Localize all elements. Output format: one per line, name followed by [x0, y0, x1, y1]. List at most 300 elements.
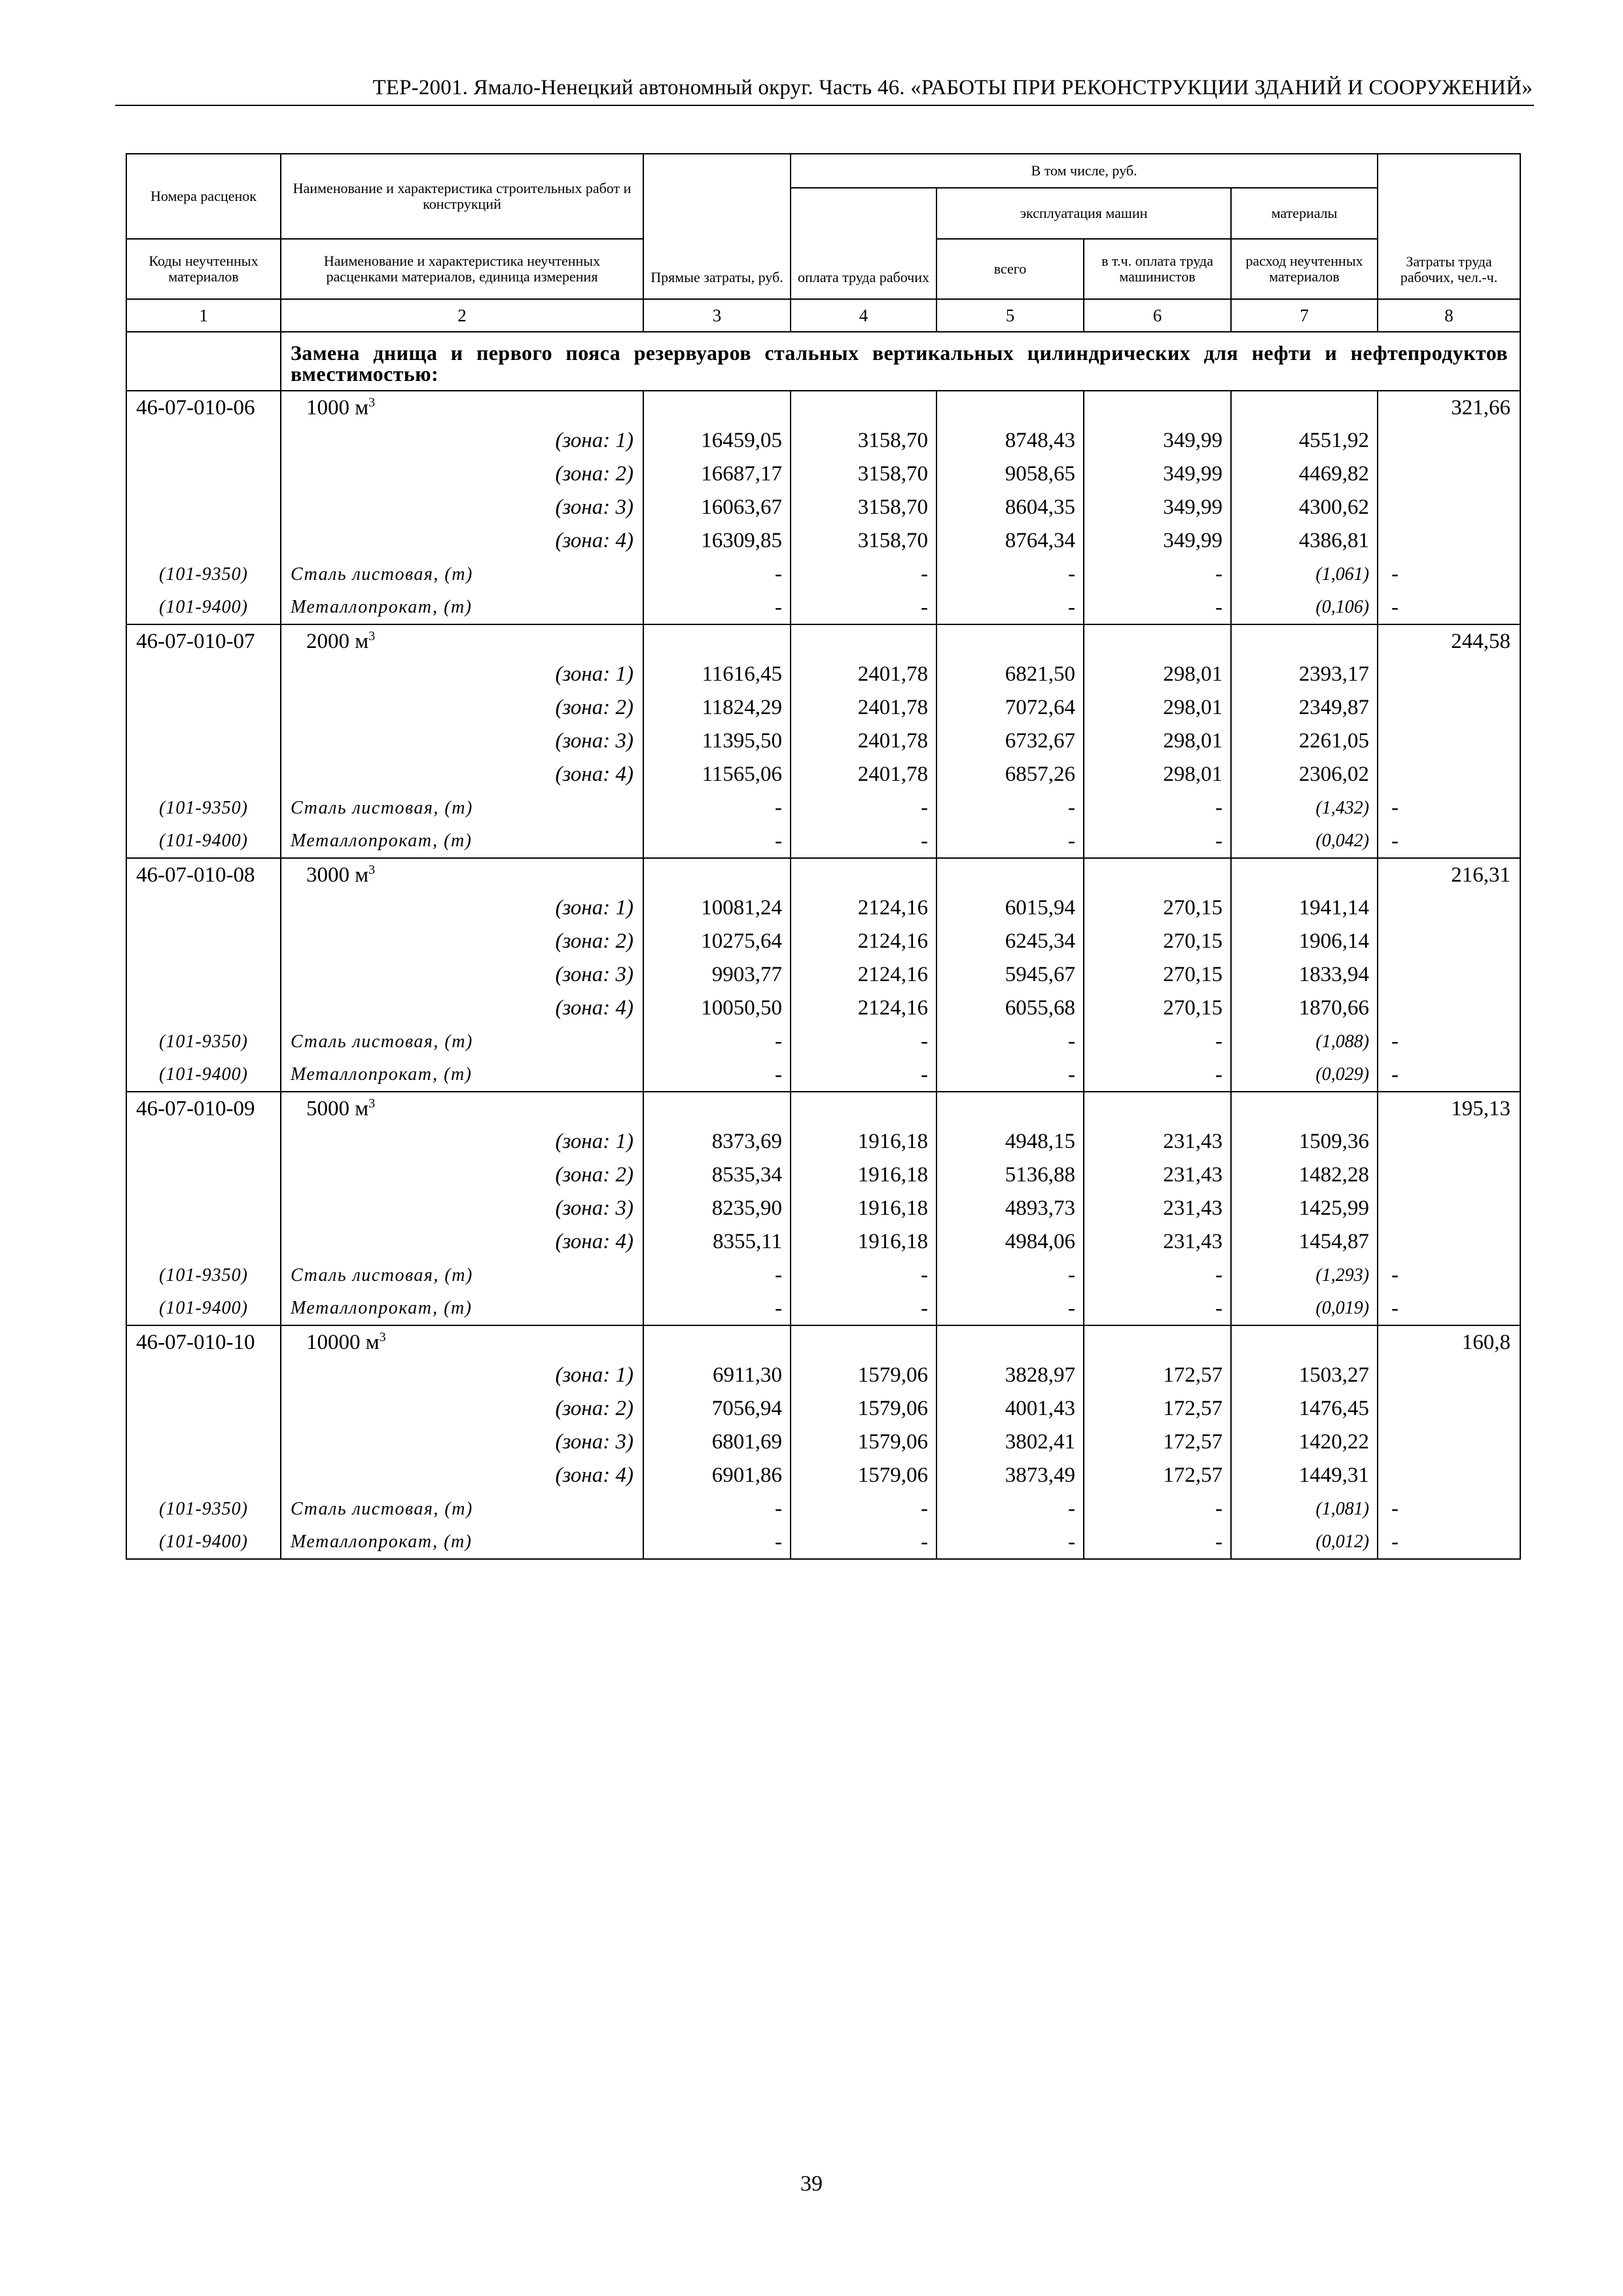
- dash-cell: -: [1378, 1025, 1520, 1058]
- rate-code: 46-07-010-07: [126, 624, 281, 658]
- worker-pay: 3158,70: [791, 457, 936, 491]
- dash-cell: -: [1084, 1058, 1231, 1092]
- empty-cell: [126, 1125, 281, 1158]
- empty-cell: [643, 1325, 791, 1359]
- empty-cell: [126, 691, 281, 725]
- worker-pay: 3158,70: [791, 424, 936, 457]
- direct-costs: 10275,64: [643, 925, 791, 958]
- material-consumption: (1,061): [1231, 558, 1378, 591]
- zone-label: (зона: 2): [281, 457, 643, 491]
- column-number: 8: [1378, 299, 1520, 332]
- material-code: (101-9350): [126, 558, 281, 591]
- header-operator-pay: в т.ч. оплата труда машинистов: [1084, 239, 1231, 299]
- dash-cell: -: [791, 1058, 936, 1092]
- material-consumption: (0,042): [1231, 825, 1378, 858]
- worker-pay: 2124,16: [791, 925, 936, 958]
- rate-row: [126, 1092, 1520, 1125]
- direct-costs: 6901,86: [643, 1459, 791, 1492]
- machines-total: 6055,68: [936, 992, 1084, 1025]
- machines-total: 6821,50: [936, 658, 1084, 691]
- empty-cell: [791, 858, 936, 891]
- machines-total: 8604,35: [936, 491, 1084, 524]
- dash-cell: -: [1084, 591, 1231, 624]
- direct-costs: 6911,30: [643, 1359, 791, 1392]
- dash-cell: -: [791, 1492, 936, 1526]
- operator-pay: 349,99: [1084, 424, 1231, 457]
- empty-cell: [936, 624, 1084, 658]
- zone-row: [126, 424, 1520, 457]
- material-row: [126, 791, 1520, 825]
- dash-cell: -: [936, 1292, 1084, 1325]
- material-consumption: (1,293): [1231, 1259, 1378, 1292]
- machines-total: 4001,43: [936, 1392, 1084, 1426]
- materials-cost: 1503,27: [1231, 1359, 1378, 1392]
- material-consumption: (1,088): [1231, 1025, 1378, 1058]
- machines-total: 4893,73: [936, 1192, 1084, 1225]
- worker-pay: 1916,18: [791, 1225, 936, 1259]
- dash-cell: -: [936, 591, 1084, 624]
- direct-costs: 6801,69: [643, 1426, 791, 1459]
- labor-costs: 160,8: [1378, 1325, 1520, 1359]
- direct-costs: 9903,77: [643, 958, 791, 992]
- zone-row: [126, 891, 1520, 925]
- empty-cell: [126, 524, 281, 558]
- table-head: [126, 154, 1520, 332]
- empty-cell: [791, 1325, 936, 1359]
- dash-cell: -: [936, 558, 1084, 591]
- machines-total: 9058,65: [936, 457, 1084, 491]
- empty-cell: [1378, 691, 1520, 725]
- dash-cell: -: [1378, 591, 1520, 624]
- machines-total: 8764,34: [936, 524, 1084, 558]
- materials-cost: 2261,05: [1231, 725, 1378, 758]
- dash-cell: -: [936, 1058, 1084, 1092]
- empty-cell: [1378, 1192, 1520, 1225]
- header-material-consumption: расход неучтенных материалов: [1231, 239, 1378, 299]
- zone-label: (зона: 1): [281, 658, 643, 691]
- direct-costs: 8535,34: [643, 1158, 791, 1192]
- direct-costs: 11824,29: [643, 691, 791, 725]
- material-code: (101-9350): [126, 1492, 281, 1526]
- worker-pay: 1579,06: [791, 1426, 936, 1459]
- operator-pay: 172,57: [1084, 1426, 1231, 1459]
- empty-cell: [1378, 457, 1520, 491]
- operator-pay: 298,01: [1084, 658, 1231, 691]
- material-code: (101-9400): [126, 1526, 281, 1559]
- material-name: Сталь листовая, (т): [281, 791, 643, 825]
- header-worker-pay: оплата труда рабочих: [791, 188, 936, 299]
- material-code: (101-9400): [126, 591, 281, 624]
- material-row: [126, 558, 1520, 591]
- empty-cell: [1084, 1325, 1231, 1359]
- rate-row: [126, 858, 1520, 891]
- dash-cell: -: [643, 558, 791, 591]
- dash-cell: -: [1378, 558, 1520, 591]
- dash-cell: -: [1378, 1259, 1520, 1292]
- machines-total: 5945,67: [936, 958, 1084, 992]
- empty-cell: [126, 1192, 281, 1225]
- zone-label: (зона: 2): [281, 925, 643, 958]
- direct-costs: 8355,11: [643, 1225, 791, 1259]
- volume-value: 3000: [306, 863, 349, 887]
- empty-cell: [1378, 958, 1520, 992]
- operator-pay: 298,01: [1084, 725, 1231, 758]
- empty-cell: [1231, 391, 1378, 424]
- material-row: [126, 591, 1520, 624]
- empty-cell: [126, 1225, 281, 1259]
- rate-row: [126, 391, 1520, 424]
- empty-cell: [1378, 1225, 1520, 1259]
- direct-costs: 10050,50: [643, 992, 791, 1025]
- machines-total: 4948,15: [936, 1125, 1084, 1158]
- dash-cell: -: [1084, 1492, 1231, 1526]
- rate-volume: [281, 624, 643, 658]
- materials-cost: 1941,14: [1231, 891, 1378, 925]
- dash-cell: -: [1378, 825, 1520, 858]
- empty-cell: [1378, 1392, 1520, 1426]
- materials-cost: 2349,87: [1231, 691, 1378, 725]
- zone-label: (зона: 3): [281, 958, 643, 992]
- materials-cost: 4469,82: [1231, 457, 1378, 491]
- material-code: (101-9400): [126, 1058, 281, 1092]
- rate-row: [126, 1325, 1520, 1359]
- materials-cost: 1449,31: [1231, 1459, 1378, 1492]
- worker-pay: 1916,18: [791, 1192, 936, 1225]
- worker-pay: 2124,16: [791, 891, 936, 925]
- dash-cell: -: [936, 791, 1084, 825]
- zone-row: [126, 925, 1520, 958]
- empty-cell: [126, 658, 281, 691]
- header-material-codes: Коды неучтенных материалов: [126, 239, 281, 299]
- dash-cell: -: [791, 791, 936, 825]
- direct-costs: 7056,94: [643, 1392, 791, 1426]
- empty-cell: [936, 391, 1084, 424]
- volume-unit: м: [355, 395, 369, 420]
- empty-cell: [1231, 858, 1378, 891]
- zone-row: [126, 658, 1520, 691]
- worker-pay: 2401,78: [791, 658, 936, 691]
- rates-table: [126, 153, 1521, 1560]
- operator-pay: 298,01: [1084, 691, 1231, 725]
- zone-row: [126, 1392, 1520, 1426]
- direct-costs: 8373,69: [643, 1125, 791, 1158]
- dash-cell: -: [643, 1492, 791, 1526]
- zone-row: [126, 992, 1520, 1025]
- zone-label: (зона: 3): [281, 725, 643, 758]
- section-empty-cell: [126, 332, 281, 391]
- zone-label: (зона: 4): [281, 524, 643, 558]
- column-number: 7: [1231, 299, 1378, 332]
- material-name: Металлопрокат, (т): [281, 1292, 643, 1325]
- volume-unit: м: [355, 1096, 369, 1121]
- dash-cell: -: [1378, 1492, 1520, 1526]
- material-code: (101-9350): [126, 1025, 281, 1058]
- material-code: (101-9400): [126, 825, 281, 858]
- rate-row: [126, 624, 1520, 658]
- header-material-name: Наименование и характеристика неучтенных расценками материалов, единица измерения: [281, 239, 643, 299]
- material-name: Сталь листовая, (т): [281, 1259, 643, 1292]
- volume-unit-exponent: 3: [368, 1096, 376, 1111]
- empty-cell: [791, 1092, 936, 1125]
- direct-costs: 16687,17: [643, 457, 791, 491]
- material-name: Металлопрокат, (т): [281, 1526, 643, 1559]
- dash-cell: -: [791, 1526, 936, 1559]
- empty-cell: [936, 1092, 1084, 1125]
- material-name: Металлопрокат, (т): [281, 825, 643, 858]
- machines-total: 6015,94: [936, 891, 1084, 925]
- zone-label: (зона: 1): [281, 1359, 643, 1392]
- empty-cell: [1084, 1092, 1231, 1125]
- zone-row: [126, 1158, 1520, 1192]
- empty-cell: [126, 1359, 281, 1392]
- dash-cell: -: [1084, 1025, 1231, 1058]
- zone-row: [126, 491, 1520, 524]
- operator-pay: 298,01: [1084, 758, 1231, 791]
- zone-row: [126, 1192, 1520, 1225]
- volume-unit-exponent: 3: [368, 628, 376, 643]
- operator-pay: 349,99: [1084, 457, 1231, 491]
- empty-cell: [126, 958, 281, 992]
- empty-cell: [126, 925, 281, 958]
- material-consumption: (0,029): [1231, 1058, 1378, 1092]
- material-consumption: (1,432): [1231, 791, 1378, 825]
- volume-unit-exponent: 3: [368, 395, 376, 410]
- zone-label: (зона: 2): [281, 1392, 643, 1426]
- zone-label: (зона: 1): [281, 1125, 643, 1158]
- materials-cost: 1454,87: [1231, 1225, 1378, 1259]
- empty-cell: [126, 1158, 281, 1192]
- empty-cell: [1378, 992, 1520, 1025]
- materials-cost: 2306,02: [1231, 758, 1378, 791]
- dash-cell: -: [1084, 1292, 1231, 1325]
- dash-cell: -: [643, 1025, 791, 1058]
- labor-costs: 195,13: [1378, 1092, 1520, 1125]
- rate-code: 46-07-010-08: [126, 858, 281, 891]
- direct-costs: 16309,85: [643, 524, 791, 558]
- volume-value: 2000: [306, 629, 349, 653]
- worker-pay: 2124,16: [791, 992, 936, 1025]
- empty-cell: [1378, 424, 1520, 457]
- section-title: Замена днища и первого пояса резервуаров стальных вертикальных цилиндрических для нефти и нефтепродуктов вместимостью:: [281, 332, 1520, 391]
- operator-pay: 231,43: [1084, 1125, 1231, 1158]
- dash-cell: -: [791, 825, 936, 858]
- empty-cell: [126, 1392, 281, 1426]
- material-row: [126, 1292, 1520, 1325]
- machines-total: 6857,26: [936, 758, 1084, 791]
- labor-costs: 216,31: [1378, 858, 1520, 891]
- material-row: [126, 825, 1520, 858]
- operator-pay: 172,57: [1084, 1459, 1231, 1492]
- material-consumption: (0,012): [1231, 1526, 1378, 1559]
- operator-pay: 349,99: [1084, 524, 1231, 558]
- materials-cost: 1870,66: [1231, 992, 1378, 1025]
- material-row: [126, 1526, 1520, 1559]
- direct-costs: 8235,90: [643, 1192, 791, 1225]
- zone-row: [126, 958, 1520, 992]
- empty-cell: [1084, 391, 1231, 424]
- machines-total: 3828,97: [936, 1359, 1084, 1392]
- materials-cost: 1509,36: [1231, 1125, 1378, 1158]
- empty-cell: [1378, 1158, 1520, 1192]
- dash-cell: -: [1084, 825, 1231, 858]
- zone-label: (зона: 4): [281, 1459, 643, 1492]
- empty-cell: [1378, 524, 1520, 558]
- operator-pay: 270,15: [1084, 925, 1231, 958]
- worker-pay: 2401,78: [791, 691, 936, 725]
- zone-row: [126, 524, 1520, 558]
- labor-costs: 244,58: [1378, 624, 1520, 658]
- volume-unit: м: [365, 1330, 380, 1354]
- material-row: [126, 1492, 1520, 1526]
- empty-cell: [1231, 1092, 1378, 1125]
- rate-code: 46-07-010-09: [126, 1092, 281, 1125]
- header-labor-costs: Затраты труда рабочих, чел.-ч.: [1378, 154, 1520, 299]
- worker-pay: 2401,78: [791, 758, 936, 791]
- dash-cell: -: [936, 825, 1084, 858]
- material-name: Металлопрокат, (т): [281, 591, 643, 624]
- empty-cell: [126, 491, 281, 524]
- worker-pay: 1579,06: [791, 1359, 936, 1392]
- dash-cell: -: [791, 1025, 936, 1058]
- dash-cell: -: [1084, 558, 1231, 591]
- operator-pay: 349,99: [1084, 491, 1231, 524]
- dash-cell: -: [936, 1259, 1084, 1292]
- header-materials: материалы: [1231, 188, 1378, 239]
- dash-cell: -: [936, 1492, 1084, 1526]
- dash-cell: -: [643, 1259, 791, 1292]
- dash-cell: -: [791, 558, 936, 591]
- materials-cost: 1906,14: [1231, 925, 1378, 958]
- worker-pay: 1916,18: [791, 1158, 936, 1192]
- header-in-total: В том числе, руб.: [791, 154, 1378, 188]
- material-row: [126, 1058, 1520, 1092]
- empty-cell: [1378, 1459, 1520, 1492]
- empty-cell: [126, 457, 281, 491]
- volume-unit: м: [355, 629, 369, 653]
- empty-cell: [643, 391, 791, 424]
- operator-pay: 231,43: [1084, 1192, 1231, 1225]
- empty-cell: [126, 758, 281, 791]
- column-number: 4: [791, 299, 936, 332]
- dash-cell: -: [1378, 1058, 1520, 1092]
- header-machines-total: всего: [936, 239, 1084, 299]
- zone-row: [126, 1125, 1520, 1158]
- empty-cell: [126, 1459, 281, 1492]
- column-number: 5: [936, 299, 1084, 332]
- empty-cell: [1378, 925, 1520, 958]
- empty-cell: [1378, 658, 1520, 691]
- empty-cell: [1231, 624, 1378, 658]
- rate-volume: [281, 1325, 643, 1359]
- dash-cell: -: [643, 1058, 791, 1092]
- operator-pay: 231,43: [1084, 1225, 1231, 1259]
- dash-cell: -: [1378, 1526, 1520, 1559]
- materials-cost: 2393,17: [1231, 658, 1378, 691]
- empty-cell: [1378, 491, 1520, 524]
- material-name: Сталь листовая, (т): [281, 1492, 643, 1526]
- machines-total: 3802,41: [936, 1426, 1084, 1459]
- zone-label: (зона: 2): [281, 1158, 643, 1192]
- direct-costs: 11395,50: [643, 725, 791, 758]
- dash-cell: -: [1084, 1259, 1231, 1292]
- empty-cell: [126, 1426, 281, 1459]
- zone-row: [126, 691, 1520, 725]
- material-name: Металлопрокат, (т): [281, 1058, 643, 1092]
- material-consumption: (0,019): [1231, 1292, 1378, 1325]
- operator-pay: 172,57: [1084, 1359, 1231, 1392]
- material-name: Сталь листовая, (т): [281, 558, 643, 591]
- dash-cell: -: [791, 1259, 936, 1292]
- rate-volume: [281, 858, 643, 891]
- direct-costs: 16459,05: [643, 424, 791, 457]
- direct-costs: 11616,45: [643, 658, 791, 691]
- zone-label: (зона: 3): [281, 491, 643, 524]
- zone-label: (зона: 3): [281, 1426, 643, 1459]
- empty-cell: [1378, 1426, 1520, 1459]
- zone-row: [126, 758, 1520, 791]
- empty-cell: [643, 858, 791, 891]
- material-row: [126, 1025, 1520, 1058]
- zone-label: (зона: 1): [281, 424, 643, 457]
- empty-cell: [1378, 1359, 1520, 1392]
- materials-cost: 4551,92: [1231, 424, 1378, 457]
- dash-cell: -: [791, 1292, 936, 1325]
- machines-total: 5136,88: [936, 1158, 1084, 1192]
- materials-cost: 4300,62: [1231, 491, 1378, 524]
- header-rule: [115, 105, 1534, 106]
- dash-cell: -: [1378, 1292, 1520, 1325]
- dash-cell: -: [643, 1526, 791, 1559]
- dash-cell: -: [936, 1526, 1084, 1559]
- zone-row: [126, 1426, 1520, 1459]
- material-consumption: (1,081): [1231, 1492, 1378, 1526]
- empty-cell: [643, 624, 791, 658]
- column-number-row: [126, 299, 1520, 332]
- empty-cell: [1084, 858, 1231, 891]
- zone-label: (зона: 1): [281, 891, 643, 925]
- zone-label: (зона: 2): [281, 691, 643, 725]
- running-header: ТЕР-2001. Ямало-Ненецкий автономный округ. Часть 46. «РАБОТЫ ПРИ РЕКОНСТРУКЦИИ ЗДАНИЙ И СООРУЖЕНИЙ»: [372, 76, 1533, 99]
- empty-cell: [643, 1092, 791, 1125]
- header-machine-operation: эксплуатация машин: [936, 188, 1231, 239]
- volume-unit-exponent: 3: [368, 862, 376, 877]
- materials-cost: 4386,81: [1231, 524, 1378, 558]
- zone-row: [126, 1459, 1520, 1492]
- dash-cell: -: [936, 1025, 1084, 1058]
- material-code: (101-9350): [126, 791, 281, 825]
- materials-cost: 1425,99: [1231, 1192, 1378, 1225]
- empty-cell: [126, 992, 281, 1025]
- machines-total: 8748,43: [936, 424, 1084, 457]
- empty-cell: [1084, 624, 1231, 658]
- zone-row: [126, 1359, 1520, 1392]
- empty-cell: [791, 391, 936, 424]
- machines-total: 7072,64: [936, 691, 1084, 725]
- materials-cost: 1482,28: [1231, 1158, 1378, 1192]
- dash-cell: -: [1378, 791, 1520, 825]
- column-number: 1: [126, 299, 281, 332]
- empty-cell: [126, 725, 281, 758]
- volume-unit: м: [355, 863, 369, 887]
- materials-cost: 1833,94: [1231, 958, 1378, 992]
- machines-total: 4984,06: [936, 1225, 1084, 1259]
- direct-costs: 10081,24: [643, 891, 791, 925]
- rate-volume: [281, 391, 643, 424]
- materials-cost: 1420,22: [1231, 1426, 1378, 1459]
- header-work-name: Наименование и характеристика строительных работ и конструкций: [281, 154, 643, 239]
- zone-row: [126, 457, 1520, 491]
- zone-label: (зона: 4): [281, 1225, 643, 1259]
